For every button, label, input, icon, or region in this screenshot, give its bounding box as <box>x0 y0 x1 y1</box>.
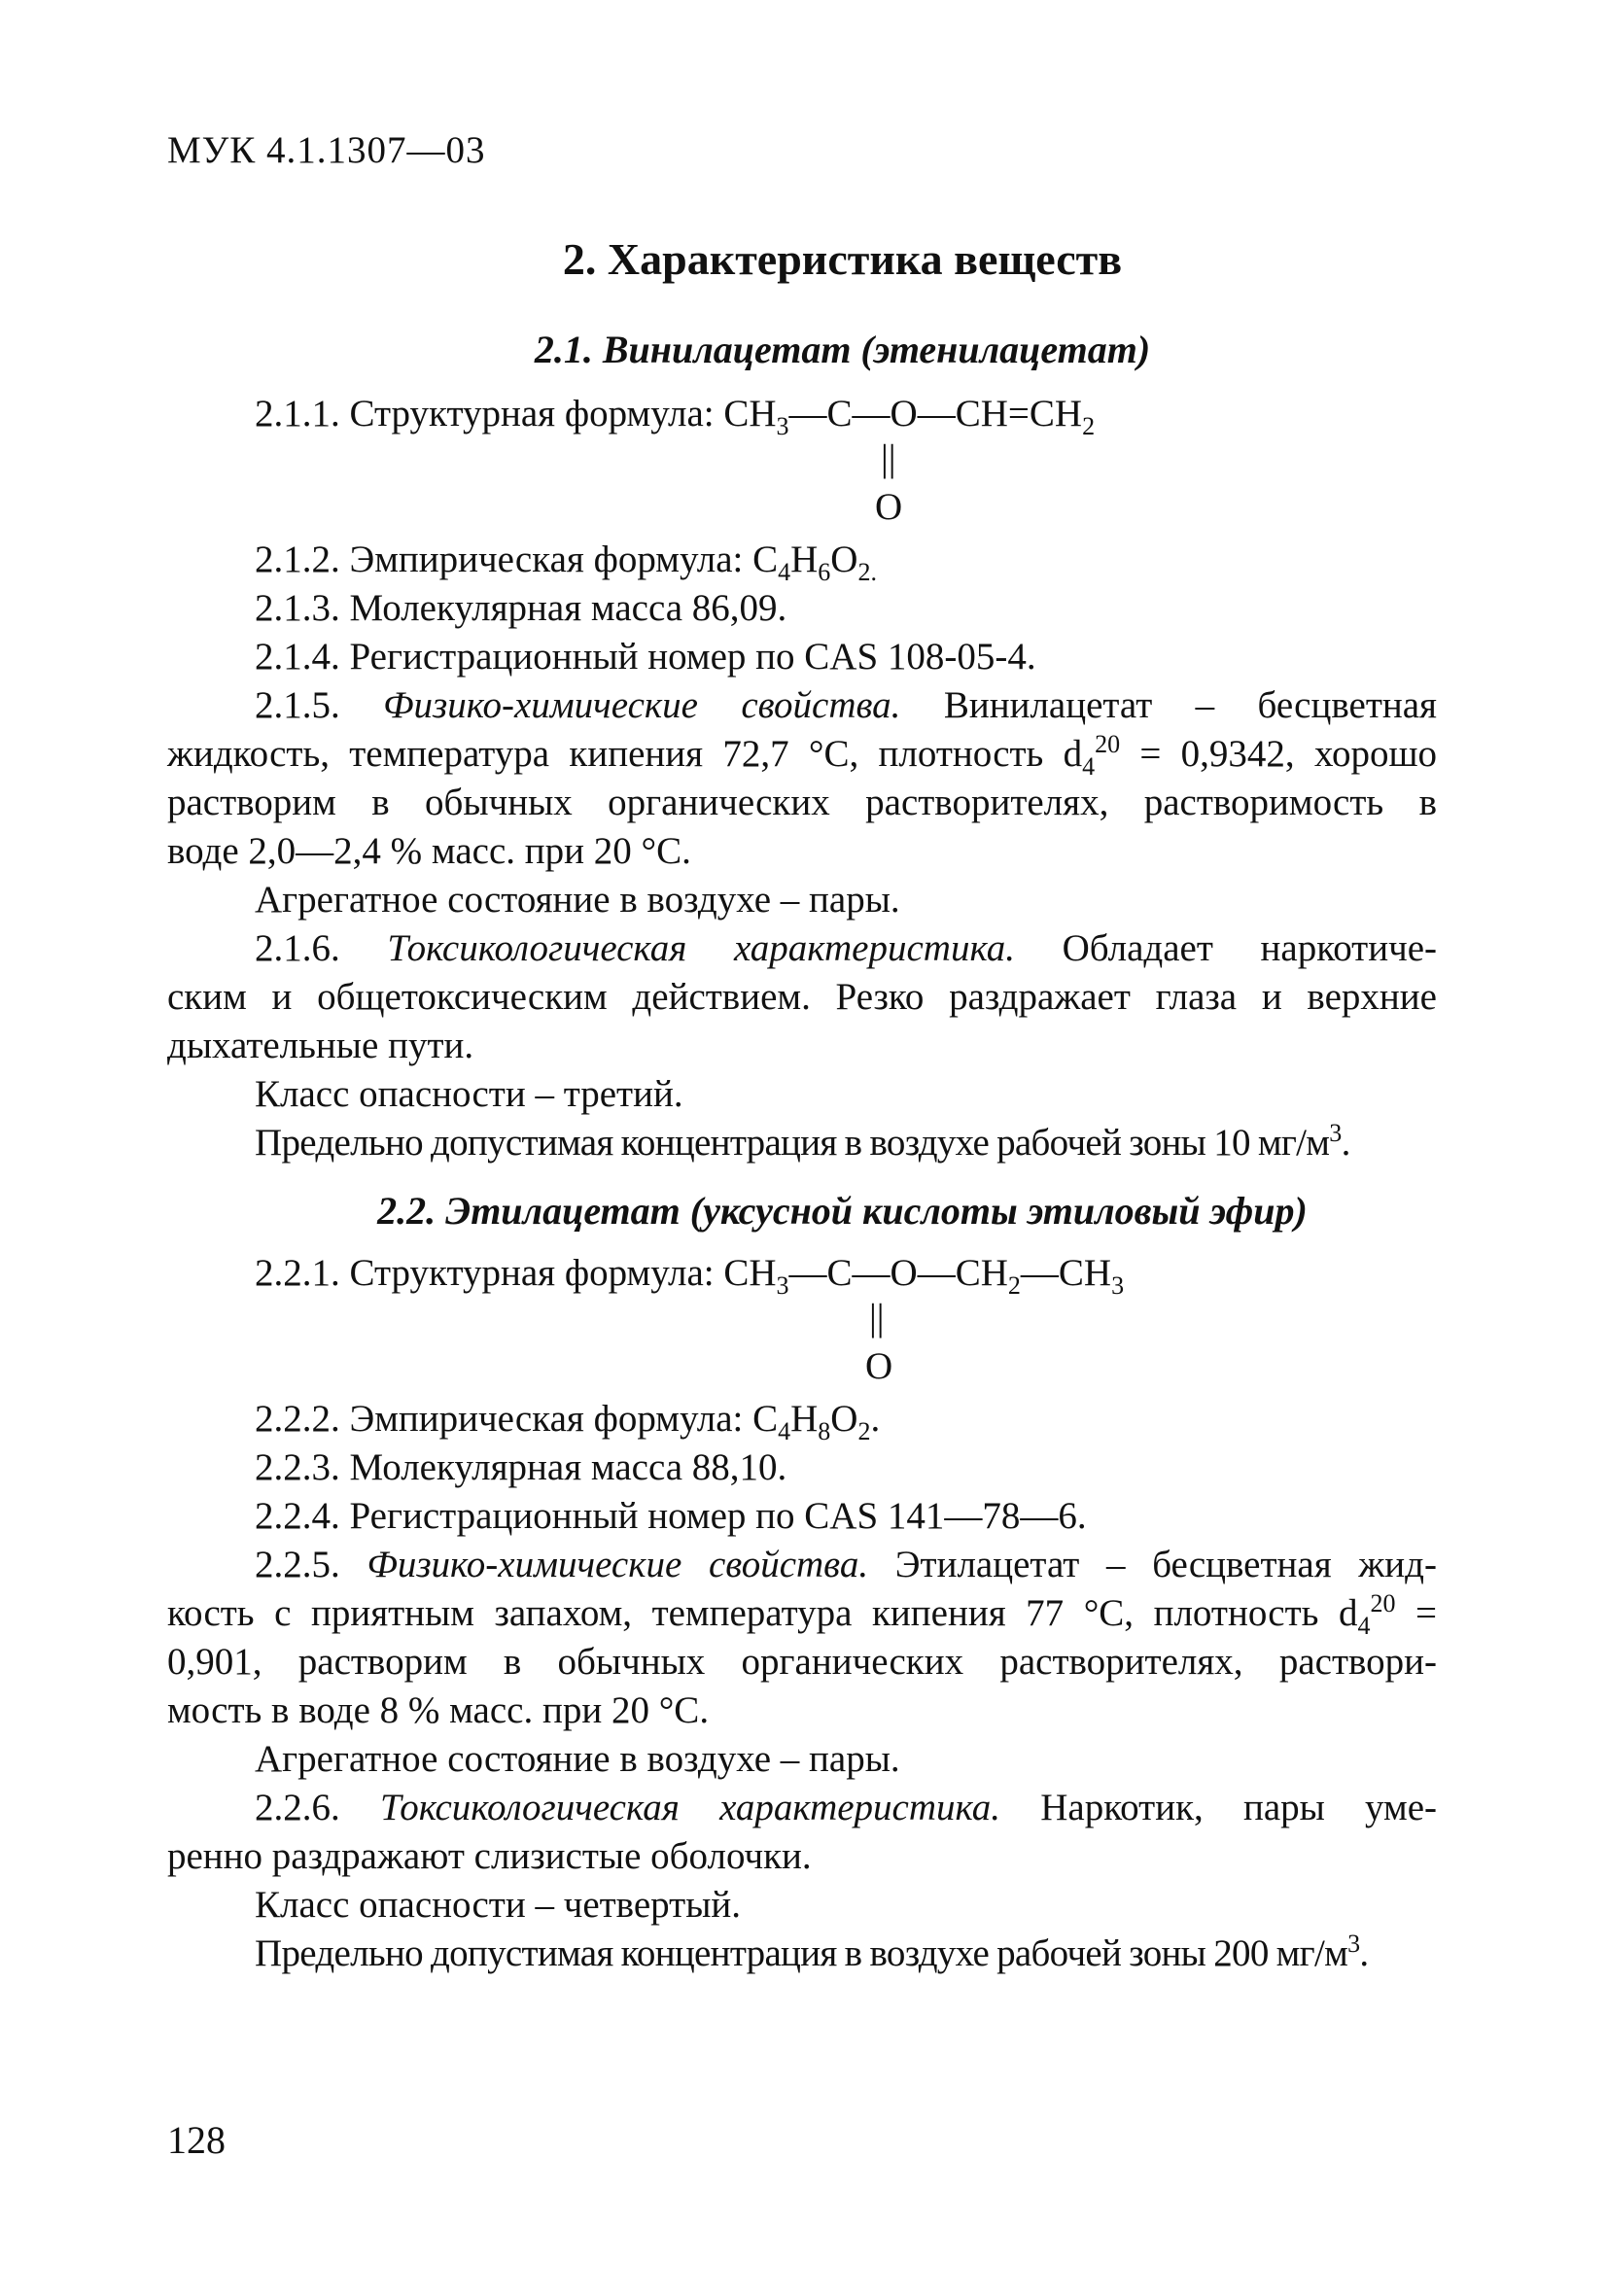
cas-number-line: 2.1.4. Регистрационный номер по CAS 108-05-4. <box>255 636 1036 678</box>
carbonyl-oxygen: O <box>875 486 903 528</box>
physchem-text-line: растворим в обычных органических растворителях, растворимость в <box>167 782 1437 823</box>
carbonyl-oxygen: O <box>865 1345 893 1387</box>
toxicology-line: 2.1.6. Токсикологическая характеристика. Обладает наркотиче- <box>255 927 1438 969</box>
page-number: 128 <box>167 2118 226 2162</box>
formula-label: 2.1.1. Структурная формула: <box>255 393 724 435</box>
physchem-text-line: кость с приятным запахом, температура кипения 77 °С, плотность $d_4^{20}$ = <box>167 1589 1437 1640</box>
toxicology-heading: Токсикологическая характеристика. <box>387 927 1015 969</box>
aggregate-state-line: Агрегатное состояние в воздухе – пары. <box>255 1738 900 1780</box>
physchem-heading: Физико-химические свойства. <box>383 684 901 726</box>
toxicology-text-line: ренно раздражают слизистые оболочки. <box>167 1835 812 1877</box>
toxicology-text-line: ским и общетоксическим действием. Резко раздражает глаза и верхние <box>167 976 1437 1018</box>
formula-label: 2.2.1. Структурная формула: <box>255 1252 724 1294</box>
cas-number-line: 2.2.4. Регистрационный номер по CAS 141—78—6. <box>255 1495 1087 1537</box>
toxicology-text-line: дыхательные пути. <box>167 1025 474 1066</box>
physchem-text-line: 0,901, растворим в обычных органических растворителях, раствори- <box>167 1641 1437 1683</box>
hazard-class-line: Класс опасности – четвертый. <box>255 1884 742 1926</box>
formula-chain: $CH_3—C—O—CH=CH_2$ <box>723 393 1096 440</box>
double-bond: || <box>869 1297 885 1339</box>
aggregate-state-line: Агрегатное состояние в воздухе – пары. <box>255 879 900 921</box>
structural-formula-line <box>255 1248 1124 1299</box>
running-head: МУК 4.1.1307—03 <box>167 129 486 171</box>
physchem-properties-line: 2.2.5. Физико-химические свойства. Этилацетат – бесцветная жид- <box>255 1544 1438 1585</box>
physchem-heading: Физико-химические свойства. <box>367 1544 869 1585</box>
formula-chain: $CH_3—C—O—CH_2—CH_3$ <box>723 1252 1125 1300</box>
physchem-text-line: воде 2,0—2,4 % масс. при 20 °С. <box>167 830 691 872</box>
hazard-class-line: Класс опасности – третий. <box>255 1073 683 1115</box>
subsection-title-ethyl-acetate: 2.2. Этилацетат (уксусной кислоты этиловый эфир) <box>377 1189 1308 1233</box>
subsection-title-vinyl-acetate: 2.1. Винилацетат (этенилацетат) <box>534 328 1151 371</box>
molar-mass-line: 2.1.3. Молекулярная масса 86,09. <box>255 587 787 629</box>
mac-line: Предельно допустимая концентрация в воздухе рабочей зоны 200 $мг/м^3$. <box>255 1930 1369 1974</box>
empirical-formula-line: 2.2.2. Эмпирическая формула: $C_4H_8O_2$. <box>255 1398 881 1445</box>
structural-formula-line <box>255 389 1095 439</box>
toxicology-line: 2.2.6. Токсикологическая характеристика. Наркотик, пары уме- <box>255 1787 1437 1828</box>
section-title: 2. Характеристика веществ <box>562 234 1123 284</box>
molar-mass-line: 2.2.3. Молекулярная масса 88,10. <box>255 1446 787 1488</box>
physchem-text-line: жидкость, температура кипения 72,7 °С, плотность $d_4^{20} = 0,9342$, хорошо <box>167 730 1437 781</box>
mac-line: Предельно допустимая концентрация в воздухе рабочей зоны 10 $мг/м^3$. <box>255 1119 1350 1164</box>
empirical-formula-line: 2.1.2. Эмпирическая формула: $C_4H_6O_{2.}$ <box>255 539 877 586</box>
physchem-text-line: мость в воде 8 % масс. при 20 °С. <box>167 1689 710 1731</box>
double-bond: || <box>881 437 896 479</box>
physchem-properties-line: 2.1.5. Физико-химические свойства. Винилацетат – бесцветная <box>255 684 1437 726</box>
toxicology-heading: Токсикологическая характеристика. <box>379 1787 1001 1828</box>
